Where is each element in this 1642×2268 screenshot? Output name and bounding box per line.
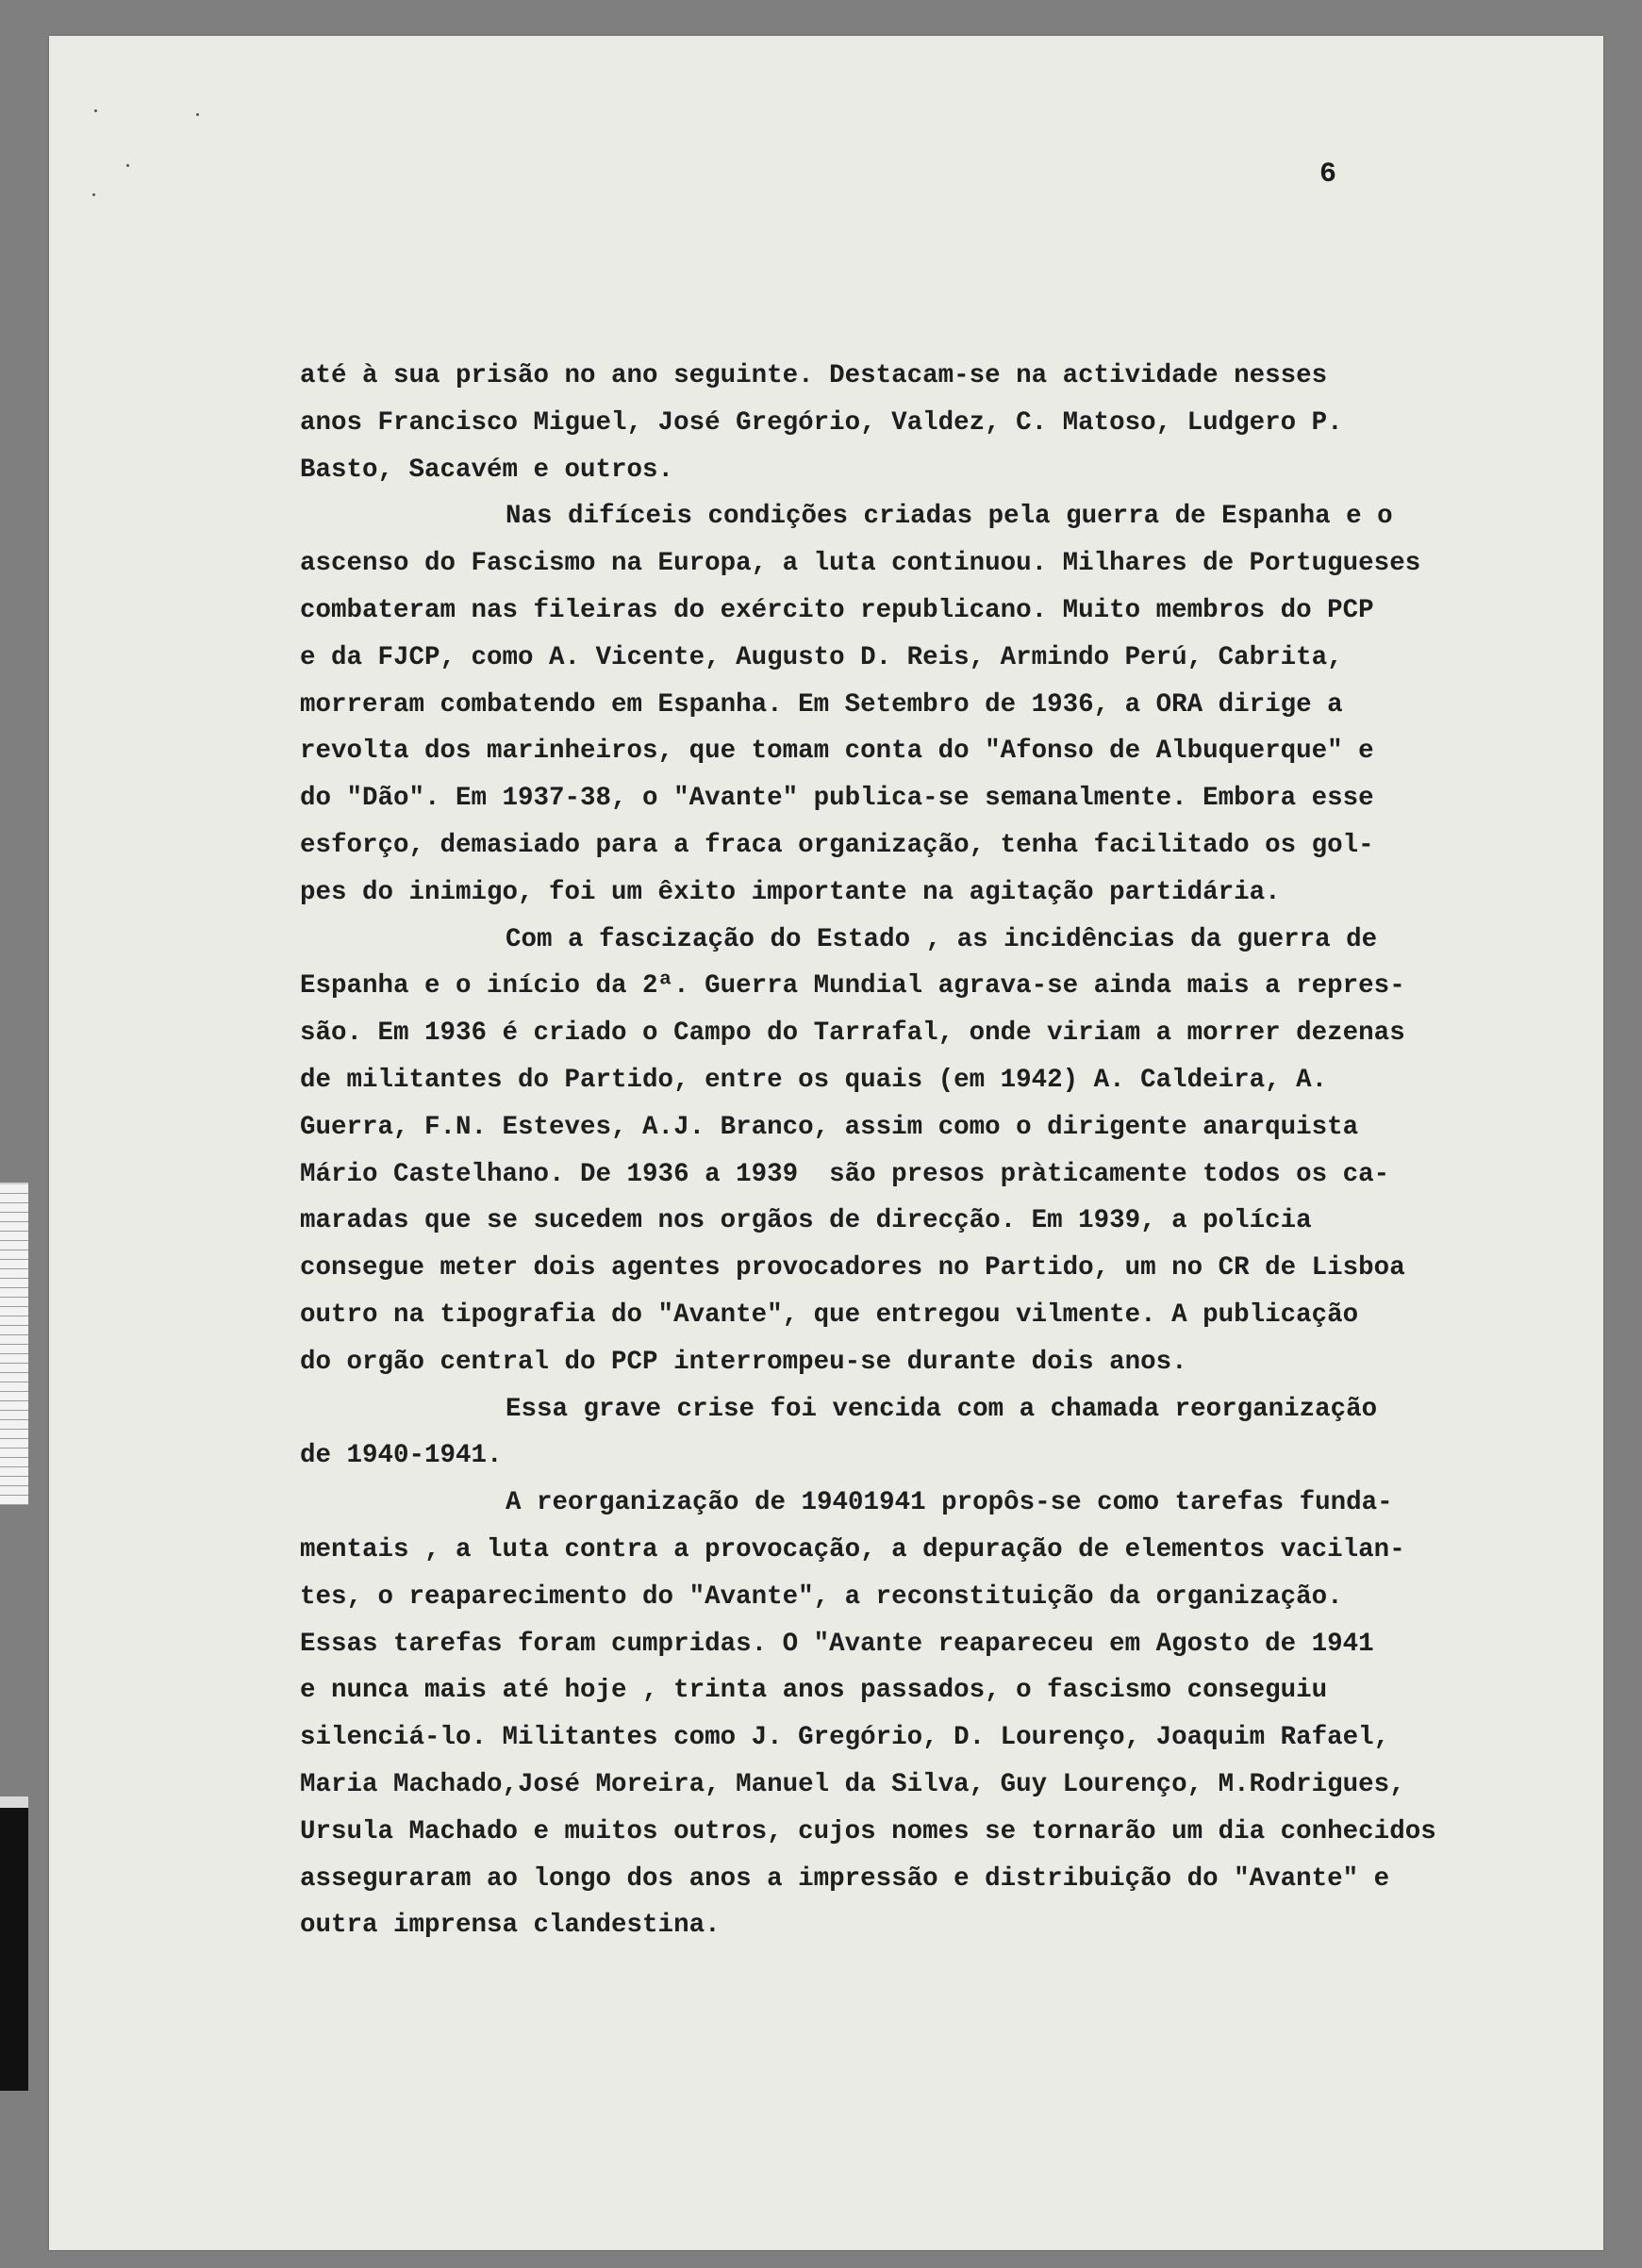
text-line: são. Em 1936 é criado o Campo do Tarrafal, onde viriam a morrer dezenas bbox=[300, 1018, 1405, 1049]
paragraph-start-line: Nas difíceis condições criadas pela guerra de Espanha e o bbox=[506, 502, 1393, 532]
text-line: Guerra, F.N. Esteves, A.J. Branco, assim como o dirigente anarquista bbox=[300, 1112, 1359, 1142]
text-line: Mário Castelhano. De 1936 a 1939 são presos pràticamente todos os ca- bbox=[300, 1159, 1390, 1189]
text-line: Essas tarefas foram cumpridas. O "Avante reapareceu em Agosto de 1941 bbox=[300, 1629, 1374, 1659]
document-body bbox=[300, 353, 1592, 1949]
text-line: maradas que se sucedem nos orgãos de direcção. Em 1939, a polícia bbox=[300, 1206, 1312, 1236]
paper-speck bbox=[94, 109, 97, 112]
text-line: até à sua prisão no ano seguinte. Destacam-se na actividade nesses bbox=[300, 361, 1328, 390]
text-line: Basto, Sacavém e outros. bbox=[300, 455, 674, 485]
text-line: Maria Machado,José Moreira, Manuel da Silva, Guy Lourenço, M.Rodrigues, bbox=[300, 1769, 1405, 1799]
text-line: do orgão central do PCP interrompeu-se durante dois anos. bbox=[300, 1347, 1187, 1377]
paragraph-start-line: Essa grave crise foi vencida com a chamada reorganização bbox=[506, 1394, 1378, 1424]
text-line: Ursula Machado e muitos outros, cujos nomes se tornarão um dia conhecidos bbox=[300, 1816, 1436, 1846]
text-line: esforço, demasiado para a fraca organização, tenha facilitado os gol- bbox=[300, 830, 1374, 860]
paragraph-start-line: Com a fascização do Estado , as incidências da guerra de bbox=[506, 924, 1378, 954]
paper-speck bbox=[92, 193, 95, 196]
text-line: morreram combatendo em Espanha. Em Setembro de 1936, a ORA dirige a bbox=[300, 689, 1343, 720]
text-line: silenciá-lo. Militantes como J. Gregório, D. Lourenço, Joaquim Rafael, bbox=[300, 1723, 1390, 1753]
text-line: e da FJCP, como A. Vicente, Augusto D. Reis, Armindo Perú, Cabrita, bbox=[300, 642, 1343, 672]
text-line: revolta dos marinheiros, que tomam conta do "Afonso de Albuquerque" e bbox=[300, 737, 1374, 767]
text-line: pes do inimigo, foi um êxito importante na agitação partidária. bbox=[300, 877, 1281, 907]
paper-speck bbox=[126, 164, 129, 167]
text-line: outra imprensa clandestina. bbox=[300, 1911, 721, 1941]
color-scale-block bbox=[0, 1796, 28, 2091]
text-line: do "Dão". Em 1937-38, o "Avante" publica-se semanalmente. Embora esse bbox=[300, 784, 1374, 814]
text-line: e nunca mais até hoje , trinta anos passados, o fascismo conseguiu bbox=[300, 1676, 1328, 1706]
text-line: outro na tipografia do "Avante", que entregou vilmente. A publicação bbox=[300, 1300, 1359, 1330]
paragraph-start-line: A reorganização de 19401941 propôs-se como tarefas funda- bbox=[506, 1488, 1393, 1518]
text-line: de militantes do Partido, entre os quais (em 1942) A. Caldeira, A. bbox=[300, 1065, 1328, 1095]
text-line: ascenso do Fascismo na Europa, a luta continuou. Milhares de Portugueses bbox=[300, 549, 1421, 579]
text-line: tes, o reaparecimento do "Avante", a reconstituição da organização. bbox=[300, 1581, 1343, 1612]
text-line: mentais , a luta contra a provocação, a depuração de elementos vacilan- bbox=[300, 1534, 1405, 1564]
text-line: asseguraram ao longo dos anos a impressão e distribuição do "Avante" e bbox=[300, 1863, 1390, 1894]
text-line: Espanha e o início da 2ª. Guerra Mundial agrava-se ainda mais a repres- bbox=[300, 971, 1405, 1002]
text-line: consegue meter dois agentes provocadores no Partido, um no CR de Lisboa bbox=[300, 1253, 1405, 1283]
paper-speck bbox=[196, 113, 199, 116]
scale-ruler bbox=[0, 1183, 28, 1505]
text-line: de 1940-1941. bbox=[300, 1441, 503, 1471]
page-number: 6 bbox=[1319, 158, 1337, 190]
text-line: anos Francisco Miguel, José Gregório, Valdez, C. Matoso, Ludgero P. bbox=[300, 407, 1343, 438]
text-line: combateram nas fileiras do exército republicano. Muito membros do PCP bbox=[300, 595, 1374, 625]
